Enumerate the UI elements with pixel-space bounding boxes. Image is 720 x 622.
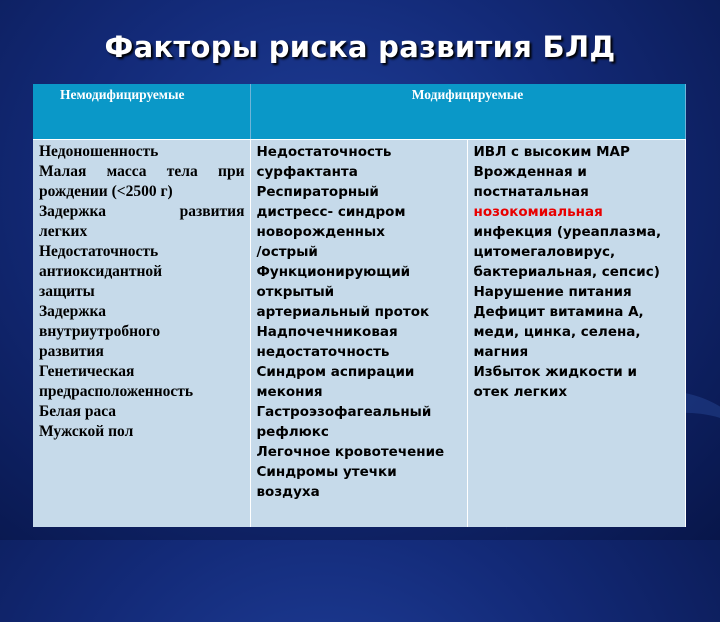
- factor-line: Недостаточность: [39, 243, 159, 260]
- factor-line: отек легких: [473, 384, 568, 400]
- factor-line: Надпочечниковая: [256, 324, 398, 340]
- factor-line: сурфактанта: [256, 164, 358, 180]
- table-header-row: [33, 84, 685, 140]
- factor-line: антиоксидантной: [39, 263, 163, 280]
- factor-line: инфекция (уреаплазма,: [473, 224, 662, 240]
- factor-line: Недостаточность: [256, 144, 392, 160]
- factor-line: Синдром аспирации: [256, 364, 415, 380]
- factor-line: Задержка развития: [39, 203, 245, 220]
- factor-line: рождении (<2500 г): [39, 183, 173, 200]
- factor-line: бактериальная, сепсис): [473, 264, 660, 280]
- factor-line: недостаточность: [256, 344, 390, 360]
- factor-line: предрасположенность: [39, 383, 194, 400]
- factor-line: мекония: [256, 384, 323, 400]
- factor-line: дистресс- синдром: [256, 204, 406, 220]
- factor-line: меди, цинка, селена,: [473, 324, 641, 340]
- modifiable-factors-cell-left: [250, 140, 467, 528]
- factor-line: рефлюкс: [256, 424, 329, 440]
- factor-line: ИВЛ с высоким MAP: [473, 144, 630, 160]
- factor-line: Дефицит витамина А,: [473, 304, 644, 320]
- factor-line: открытый: [256, 284, 335, 300]
- factor-line: Синдромы утечки: [256, 464, 397, 480]
- table-body-row: [33, 140, 685, 528]
- risk-factors-table: [33, 84, 686, 527]
- slide-title: Факторы риска развития БЛД: [104, 30, 616, 64]
- factor-line: Респираторный: [256, 184, 379, 200]
- factor-line: Белая раса: [39, 403, 117, 420]
- factor-line: воздуха: [256, 484, 320, 500]
- factor-line: новорожденных: [256, 224, 385, 240]
- factor-line: магния: [473, 344, 529, 360]
- factor-line: легких: [39, 223, 88, 240]
- factor-line: цитомегаловирус,: [473, 244, 616, 260]
- factor-line: Мужской пол: [39, 423, 134, 440]
- factor-line: Легочное кровотечение: [256, 444, 445, 460]
- factor-line: артериальный проток: [256, 304, 430, 320]
- factor-line: защиты: [39, 283, 95, 300]
- factor-line: /острый: [256, 244, 318, 260]
- factor-line: Задержка: [39, 303, 106, 320]
- factor-line: Нарушение питания: [473, 284, 632, 300]
- factor-line: Гастроэзофагеальный: [256, 404, 432, 420]
- factor-line: Врожденная и: [473, 164, 587, 180]
- factor-line: Генетическая: [39, 363, 135, 380]
- nonmodifiable-factors-cell: [33, 140, 250, 528]
- factor-line: Малая масса тела при: [39, 163, 245, 180]
- modifiable-factors-cell-right: [467, 140, 685, 528]
- header-nonmodifiable: Немодифицируемые: [33, 84, 250, 140]
- factor-line: Избыток жидкости и: [473, 364, 637, 380]
- factor-line: внутриутробного: [39, 323, 161, 340]
- factor-line: развития: [39, 343, 104, 360]
- factor-line: Недоношенность: [39, 143, 159, 160]
- factor-line: Функционирующий: [256, 264, 411, 280]
- header-modifiable: Модифицируемые: [250, 84, 685, 140]
- factor-line: постнатальная: [473, 184, 589, 200]
- highlighted-factor-line: нозокомиальная: [473, 204, 603, 220]
